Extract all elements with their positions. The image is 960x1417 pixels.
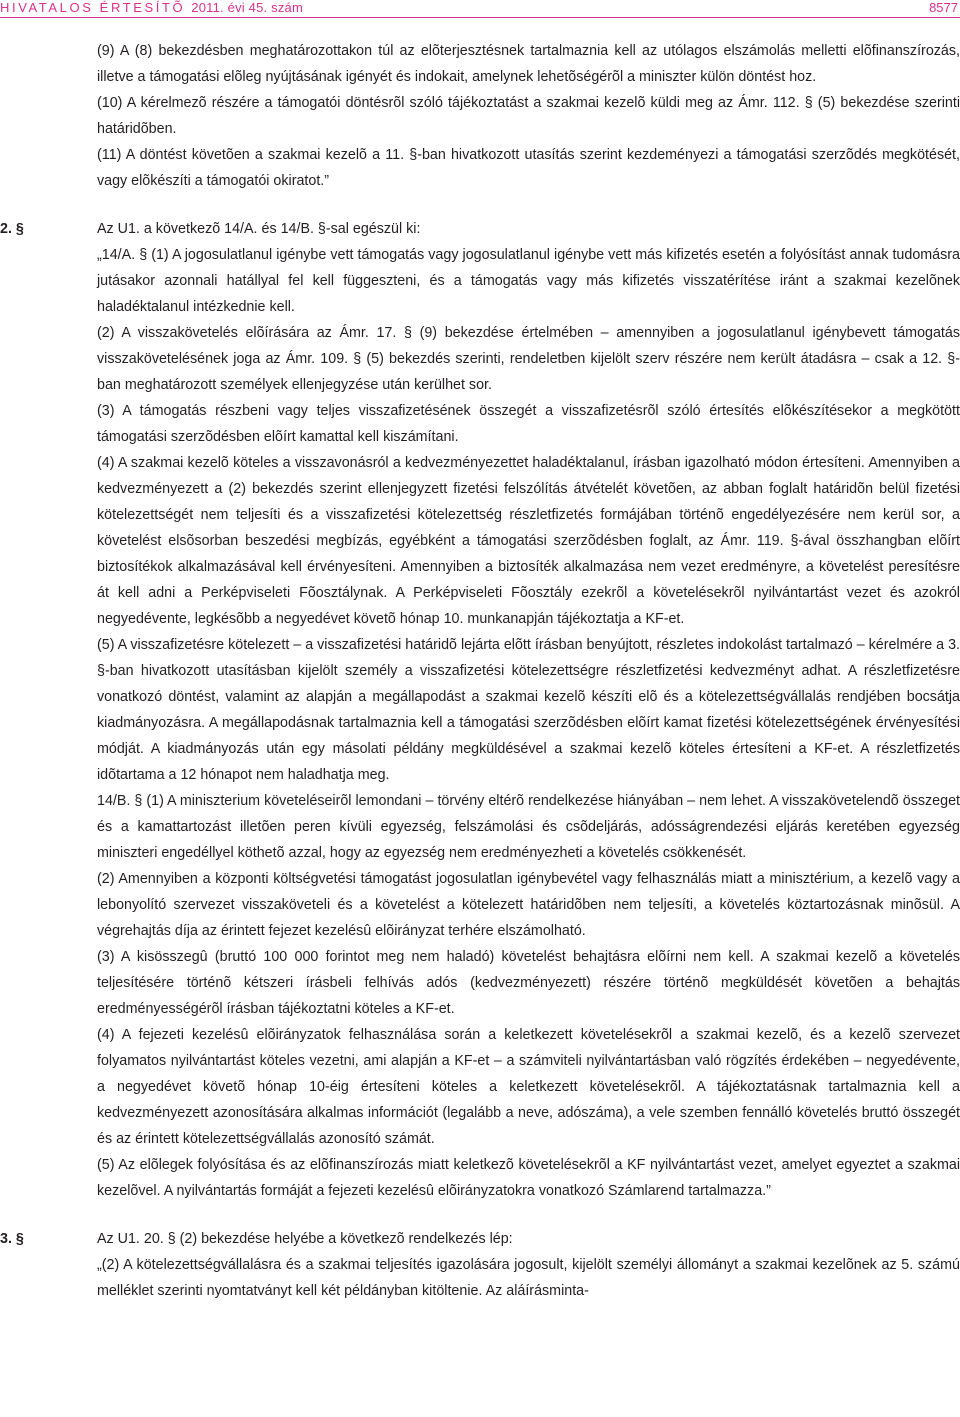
section-3 [0, 1226, 960, 1304]
paragraph: „(2) A kötelezettségvállalásra és a szakmai teljesítés igazolására jogosult, kijelölt személyi állományt a szakmai kezelõnek az 5. számú melléklet szerinti nyomtatványt kell két példányban kitöltenie. Az aláírásminta- [97, 1257, 960, 1299]
paragraph: (5) Az elõlegek folyósítása és az elõfinanszírozás miatt keletkezõ követelésekrõl a KF nyilvántartást vezet, amelyet egyeztet a szakmai kezelõvel. A nyilvántartás formáját a fejezeti kezelésû elõirányzatokra vonatkozó Számlarend tartalmazza.” [97, 1157, 960, 1199]
paragraph: (11) A döntést követõen a szakmai kezelõ a 11. §-ban hivatkozott utasítás szerint kezdeményezi a támogatási szerzõdés megkötését, vagy elõkészíti a támogatói okiratot.” [97, 147, 960, 189]
page-header [0, 0, 960, 17]
paragraph: (4) A szakmai kezelõ köteles a visszavonásról a kedvezményezettet haladéktalanul, írásban igazolható módon értesíteni. Amennyiben a kedvezményezett a (2) bekezdés szerint ellenjegyzett fizetési felszólítás átvételét követõen, az abban foglalt határidõn belül fizetési kötelezettségét nem teljesíti és a visszafizetési kötelezettség részletfizetés formájában történõ engedélyezésére nem kerül sor, a követelést elsõsorban beszedési megbízás, egyébként a támogatási szerzõdésben foglalt, az Ámr. 119. §-ával összhangban elõírt biztosítékok alkalmazásával kell érvényesíteni. Amennyiben a biztosíték alkalmazása nem vezet eredményre, a követelést peresítésre át kell adni a Perképviseleti Fõosztálynak. A Perképviseleti Fõosztály ezekrõl a követelésekrõl nyilvántartást vezet és azokról negyedévente, legkésõbb a negyedévet követõ hónap 10. munkanapján tájékoztatja a KF-et. [97, 455, 960, 627]
document-body [0, 38, 960, 1304]
paragraph: (3) A kisösszegû (bruttó 100 000 forintot meg nem haladó) követelést behajtásra elõírni nem kell. A szakmai kezelõ a követelés teljesítésére történõ kétszeri írásbeli felhívás adós (kedvezményezett) részére történõ megküldését követõen a behajtás eredményességérõl írásban tájékoztatni köteles a KF-et. [97, 949, 960, 1017]
paragraph: (3) A támogatás részbeni vagy teljes visszafizetésének összegét a visszafizetésrõl szóló értesítés elõkészítésekor a megkötött támogatási szerzõdésben elõírt kamattal kell kiszámítani. [97, 403, 960, 445]
paragraph: Az U1. a következõ 14/A. és 14/B. §-sal egészül ki: [97, 221, 421, 237]
paragraph: Az U1. 20. § (2) bekezdése helyébe a következõ rendelkezés lép: [97, 1231, 513, 1247]
paragraph: (10) A kérelmezõ részére a támogatói döntésrõl szóló tájékoztatást a szakmai kezelõ küldi meg az Ámr. 112. § (5) bekezdése szerinti határidõben. [97, 95, 960, 137]
paragraph: 14/B. § (1) A miniszterium követeléseirõl lemondani – törvény eltérõ rendelkezése hiányában – nem lehet. A visszakövetelendõ összeget és a kamattartozást illetõen peren kívüli egyezség, felszámolási és csõdeljárás, adósságrendezési eljárás keretében egyezség miniszteri engedéllyel köthetõ azzal, hogy az egyezség nem eredményezheti a követelés csökkenését. [97, 793, 960, 861]
journal-name: HIVATALOS ÉRTESÍTÕ [0, 0, 186, 15]
issue-label: 2011. évi 45. szám [191, 0, 304, 15]
paragraph: (9) A (8) bekezdésben meghatározottakon túl az elõterjesztésnek tartalmaznia kell az utólagos elszámolás melletti elõfinanszírozás, illetve a támogatási elõleg nyújtásának igényét és indokait, amelynek lehetõségérõl a miniszter külön döntést hoz. [97, 43, 960, 85]
paragraph: (2) Amennyiben a központi költségvetési támogatást jogosulatlan igénybevétel vagy felhasználás miatt a minisztérium, a kezelõ vagy a lebonyolító szervezet visszaköveteli és a követelést a kötelezett határidõben nem teljesíti, a követelés köztartozásnak minõsül. A végrehajtás díja az érintett fejezet kezelésû elõirányzat terhére elszámolható. [97, 871, 960, 939]
paragraph: (2) A visszakövetelés elõírására az Ámr. 17. § (9) bekezdése értelmében – amennyiben a jogosulatlanul igénybevett támogatás visszakövetelésének joga az Ámr. 109. § (5) bekezdés szerinti, rendeletben kijelölt szerv részére nem került átadásra – csak a 12. §-ban meghatározott személyek ellenjegyzése után kerülhet sor. [97, 325, 960, 393]
section-2 [0, 216, 960, 1204]
section-number: 2. § [0, 221, 24, 237]
paragraph: „14/A. § (1) A jogosulatlanul igénybe vett támogatás vagy jogosulatlanul igénybe vett más kifizetés esetén a folyósítást annak tudomásra jutásakor azonnali hatállyal fel kell függeszteni, és a támogatás vagy más kifizetés visszatérítése iránt a szakmai kezelõnek haladéktalanul intézkednie kell. [97, 247, 960, 315]
continued-section [0, 38, 960, 194]
journal-title [0, 0, 303, 15]
page-number: 8577 [929, 0, 958, 15]
paragraph: (4) A fejezeti kezelésû elõirányzatok felhasználása során a keletkezett követelésekrõl a szakmai kezelõ, és a kezelõ szervezet folyamatos nyilvántartást köteles vezetni, ami alapján a KF-et – a számviteli nyilvántartásban való rögzítés érdekében – negyedévente, a negyedévet követõ hónap 10-éig értesíteni köteles a keletkezett követelésekrõl. A tájékoztatásnak tartalmaznia kell a kedvezményezett azonosítására alkalmas információt (legalább a neve, adószáma), a vele szemben fennálló követelés bruttó összegét és az érintett kötelezettségvállalás azonosító számát. [97, 1027, 960, 1147]
paragraph: (5) A visszafizetésre kötelezett – a visszafizetési határidõ lejárta elõtt írásban benyújtott, részletes indokolást tartalmazó – kérelmére a 3. §-ban hivatkozott utasításban kijelölt személy a visszafizetési kötelezettségre részletfizetési kedvezményt adhat. A részletfizetésre vonatkozó döntést, valamint az alapján a megállapodást a szakmai kezelõ készíti elõ és a kötelezettségvállalás rendjében bocsátja kiadmányozásra. A megállapodásnak tartalmaznia kell a támogatási szerzõdésben elõírt kamat fizetési kötelezettségének érvényesítési módját. A kiadmányozás után egy másolati példány megküldésével a szakmai kezelõ köteles értesíteni a KF-et. A részletfizetés idõtartama a 12 hónapot nem haladhatja meg. [97, 637, 960, 783]
header-rule [0, 17, 960, 18]
section-number: 3. § [0, 1231, 24, 1247]
